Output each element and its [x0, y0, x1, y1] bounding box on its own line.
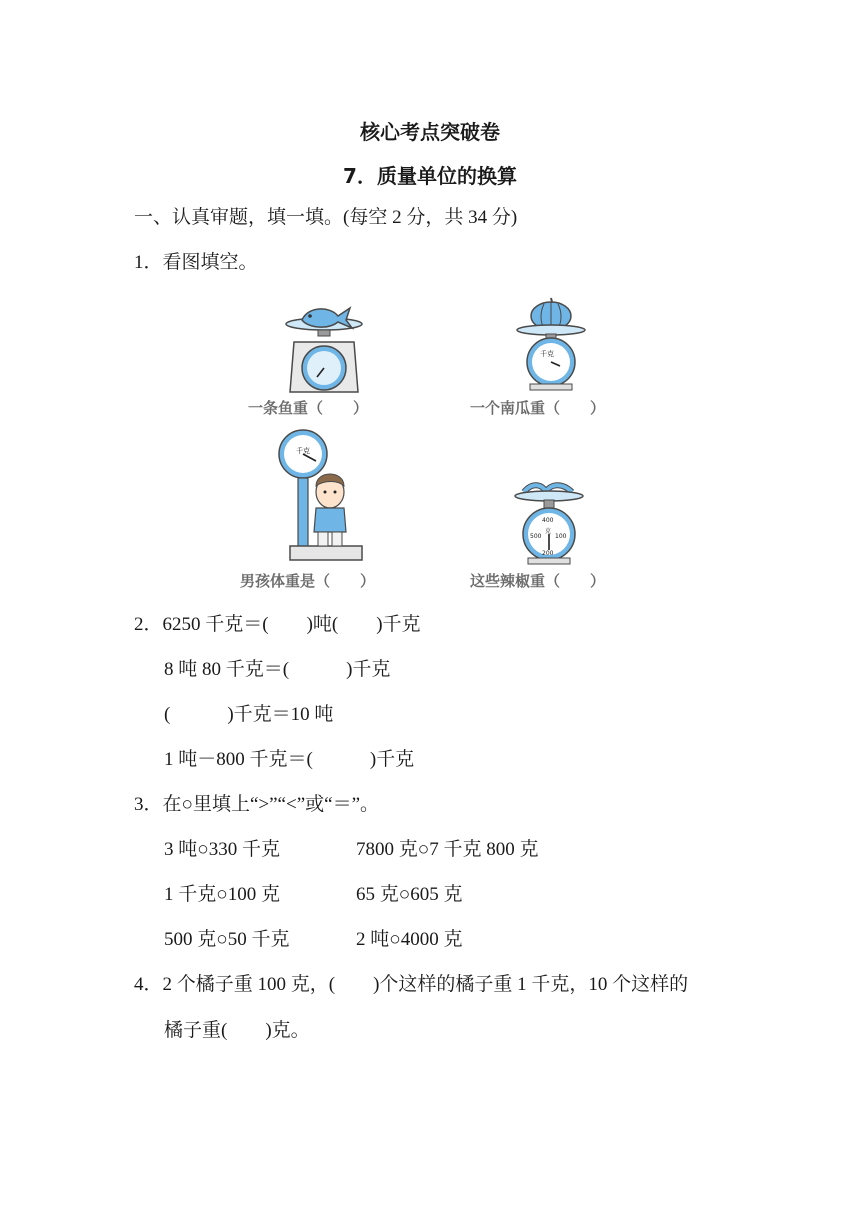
- peppers-tick-bottom: 200: [542, 550, 554, 557]
- question-1-prompt: 1．看图填空。: [134, 252, 258, 273]
- fish-caption: 一条鱼重（ ）: [248, 399, 369, 417]
- pumpkin-caption: 一个南瓜重（ ）: [470, 399, 606, 417]
- section-heading: 一、认真审题，填一填。(每空 2 分，共 34 分): [134, 207, 518, 228]
- boy-scale-illustration: [276, 428, 366, 564]
- peppers-tick-right: 100: [555, 533, 567, 540]
- question-3-prompt: 3．在○里填上“>”“<”或“＝”。: [134, 794, 380, 815]
- peppers-tick-left: 500: [530, 533, 542, 540]
- fish-scale-illustration: [284, 300, 364, 396]
- question-3-item: 2 吨○4000 克: [356, 929, 463, 950]
- page-subtitle: 7．质量单位的换算: [343, 164, 517, 188]
- peppers-scale-unit: 克: [545, 528, 552, 535]
- question-2-line-2: 8 吨 80 千克＝( )千克: [164, 659, 391, 680]
- boy-scale-unit: 千克: [296, 447, 310, 455]
- page-title: 核心考点突破卷: [360, 120, 500, 144]
- question-3-item: 7800 克○7 千克 800 克: [356, 839, 539, 860]
- pumpkin-scale-illustration: [516, 292, 586, 392]
- question-3-item: 3 吨○330 千克: [164, 839, 280, 860]
- question-4-line-2: 橘子重( )克。: [164, 1020, 310, 1041]
- question-3-item: 65 克○605 克: [356, 884, 463, 905]
- question-2-line-3: ( )千克＝10 吨: [164, 704, 334, 725]
- pumpkin-scale-unit: 千克: [540, 350, 554, 358]
- boy-caption: 男孩体重是（ ）: [240, 572, 376, 590]
- question-2-line-4: 1 吨－800 千克＝( )千克: [164, 749, 415, 770]
- peppers-tick-top: 400: [542, 517, 554, 524]
- peppers-caption: 这些辣椒重（ ）: [470, 572, 606, 590]
- question-3-item: 1 千克○100 克: [164, 884, 280, 905]
- question-3-item: 500 克○50 千克: [164, 929, 290, 950]
- question-2-line-1: 2．6250 千克＝( )吨( )千克: [134, 614, 421, 635]
- question-4-line-1: 4．2 个橘子重 100 克，( )个这样的橘子重 1 千克，10 个这样的: [134, 974, 689, 995]
